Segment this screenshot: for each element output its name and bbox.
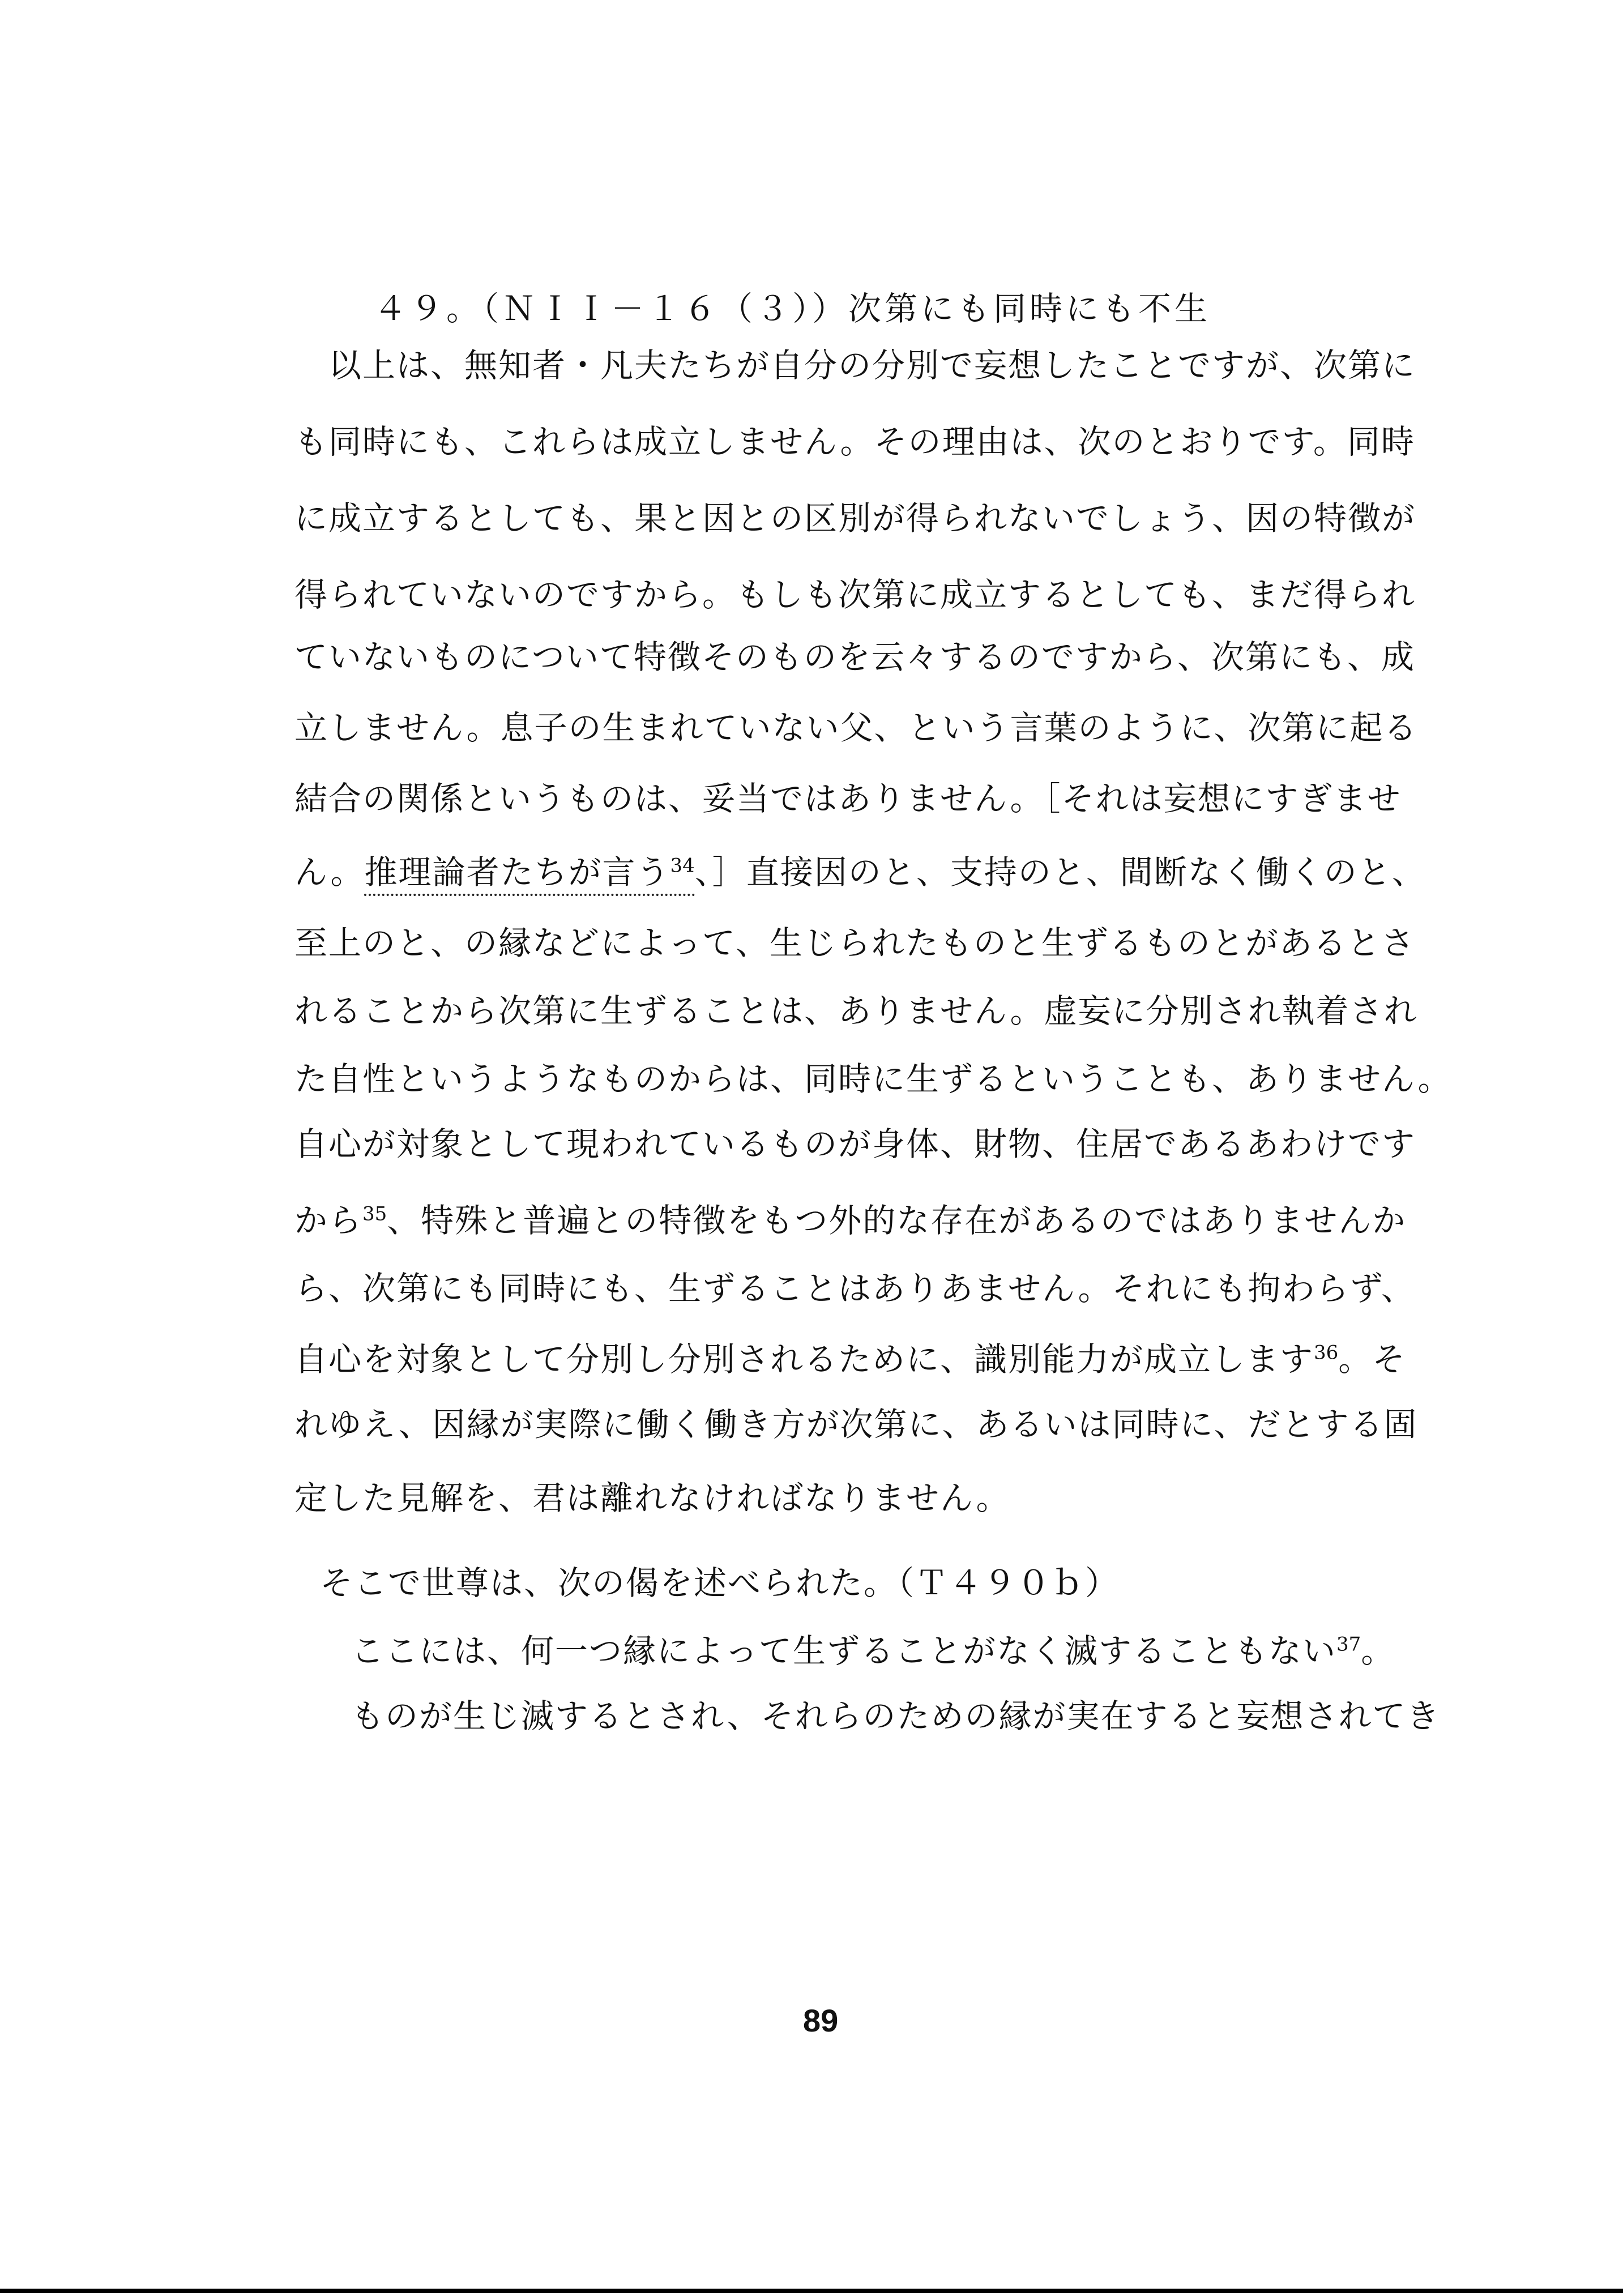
paragraph-line: 立しません。息子の生まれていない父、という言葉のように、次第に起る [294, 709, 1418, 747]
line-text: ん。 [294, 853, 365, 891]
verse-line: ものが生じ滅するとされ、それらのための縁が実在すると妄想されてき [351, 1697, 1441, 1735]
paragraph-line [294, 1334, 1406, 1385]
verse-line [351, 1625, 1395, 1676]
paragraph-line: 定した見解を、君は離れなければなりません。 [294, 1479, 1010, 1517]
paragraph-line: 得られていないのですから。もしも次第に成立するとしても、まだ得られ [294, 575, 1416, 614]
paragraph-line [294, 847, 1426, 898]
footnote-ref: 34 [670, 854, 695, 877]
paragraph-line: ていないものについて特徴そのものを云々するのですから、次第にも、成 [294, 638, 1415, 676]
paragraph-line: 結合の関係というものは、妥当ではありません。［それは妄想にすぎませ [294, 779, 1402, 818]
paragraph-line [294, 1195, 1406, 1246]
paragraph-line: も同時にも、これらは成立しません。その理由は、次のとおりです。同時 [294, 423, 1415, 461]
bottom-border-line [0, 2289, 1623, 2293]
line-text: 自心を対象として分別し分別されるために、識別能力が成立します [294, 1340, 1314, 1379]
line-text: から [294, 1201, 363, 1240]
paragraph-line: た自性というようなものからは、同時に生ずるということも、ありません。 [294, 1060, 1452, 1098]
paragraph-line: 以上は、無知者・凡夫たちが自分の分別で妄想したことですが、次第に [294, 346, 1416, 385]
section-heading: ４９。（ＮＩＩ－１６（３））次第にも同時にも不生 [374, 289, 1211, 328]
paragraph-line: ら、次第にも同時にも、生ずることはありあません。それにも拘わらず、 [294, 1269, 1415, 1308]
paragraph-line: に成立するとしても、果と因との区別が得られないでしょう、因の特徴が [294, 499, 1416, 537]
underlined-text: 推理論者たちが言う [364, 853, 670, 891]
footnote-ref: 36 [1314, 1341, 1339, 1364]
line-text: 、］直接因のと、支持のと、間断なく働くのと、 [694, 853, 1426, 891]
footnote-ref: 35 [362, 1202, 387, 1226]
dotted-underlined-phrase [364, 853, 694, 896]
paragraph-line: 至上のと、の縁などによって、生じられたものと生ずるものとがあるとさ [294, 924, 1415, 962]
paragraph-line: れゆえ、因縁が実際に働く働き方が次第に、あるいは同時に、だとする固 [294, 1405, 1418, 1444]
verse-intro: そこで世尊は、次の偈を述べられた。（Ｔ４９０ｂ） [320, 1564, 1120, 1602]
line-text: 。 [1361, 1632, 1395, 1670]
line-text: 、特殊と普遍との特徴をもつ外的な存在があるのではありませんか [387, 1201, 1407, 1240]
footnote-ref: 37 [1336, 1633, 1361, 1656]
line-text: 。そ [1338, 1340, 1407, 1379]
line-text: ここには、何一つ縁によって生ずることがなく滅することもない [351, 1632, 1337, 1670]
paragraph-line: れることから次第に生ずることは、ありません。虚妄に分別され執着され [294, 992, 1418, 1030]
page-number: 89 [803, 2003, 839, 2038]
paragraph-line: 自心が対象として現われているものが身体、財物、住居であるあわけです [294, 1125, 1416, 1163]
